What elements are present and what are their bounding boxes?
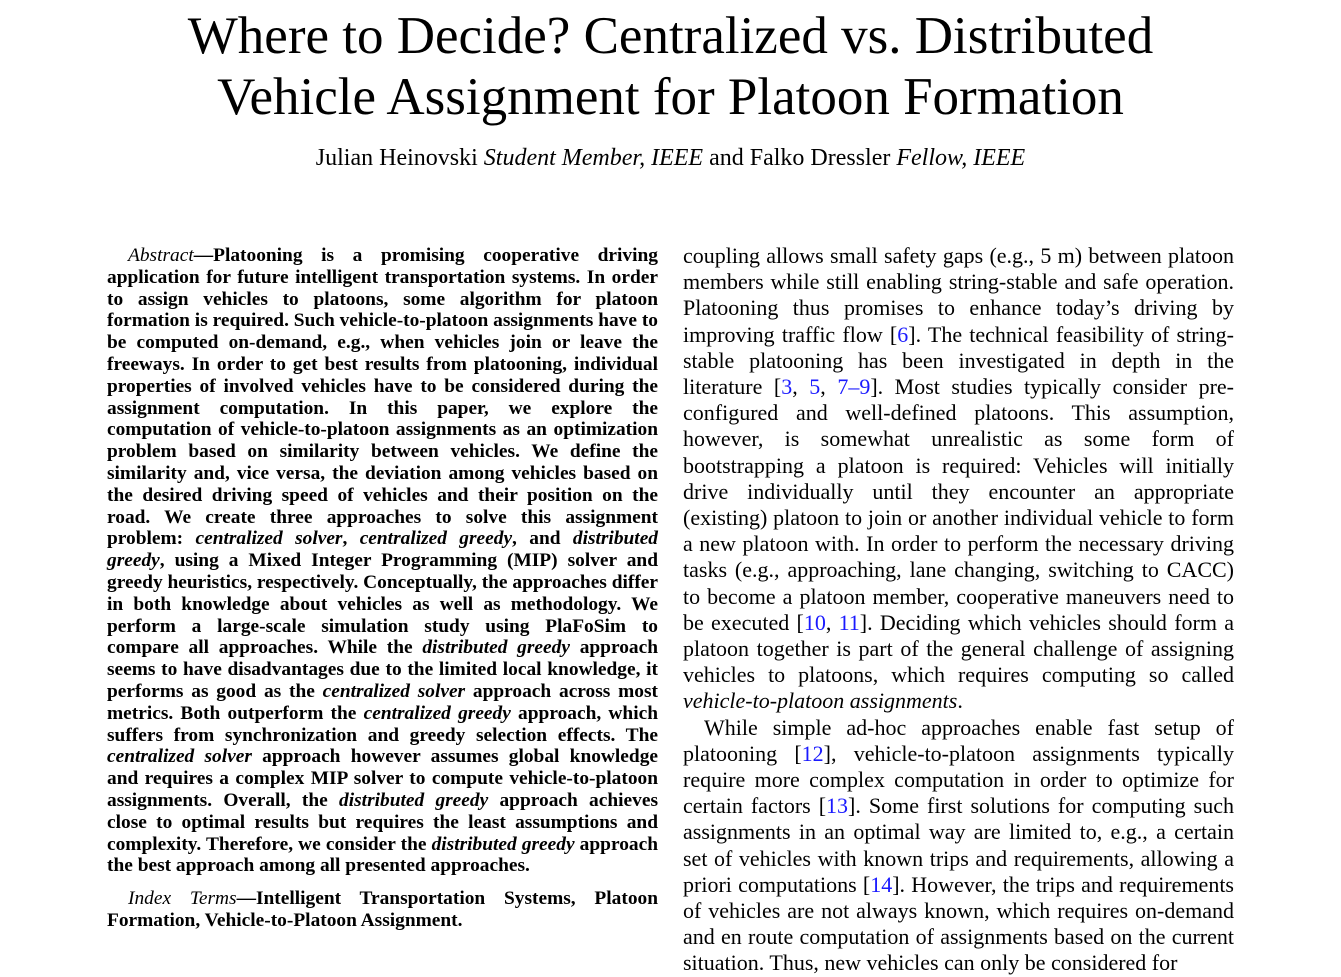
body-text: ]. The technical feasibility of string-stable platooning has been investigated in depth in the literature [ — [683, 321, 1234, 400]
citation-link[interactable]: 3 — [781, 374, 793, 400]
author-name-2: Falko Dressler — [749, 145, 891, 171]
author-name-1: Julian Heinovski — [315, 145, 478, 171]
body-text: , — [820, 374, 838, 400]
abstract-keyword: centralized greedy — [363, 702, 511, 724]
author-line — [0, 142, 1341, 174]
paper-title — [0, 6, 1341, 128]
citation-link[interactable]: 6 — [897, 321, 909, 347]
body-text: coupling allows small safety gaps (e.g., 5 m) between platoon members while still enabling string-stable and safe operation. Platooning thus promises to enhance today’s driving by improving traffic flow [ — [683, 243, 1234, 347]
abstract-keyword: centralized solver — [107, 746, 252, 768]
abstract — [107, 245, 658, 877]
body-text: ]. However, the trips and requirements of vehicles are not always known, which requires on-demand and en route computation of assignments based on the current situation. Thus, new vehicles can only be considered for — [683, 871, 1234, 976]
abstract-keyword: distributed greedy — [339, 789, 489, 811]
abstract-keyword: distributed greedy — [107, 528, 658, 572]
citation-link[interactable]: 12 — [801, 740, 824, 766]
abstract-label: Abstract — [128, 245, 194, 266]
author-role-2: Fellow, IEEE — [896, 145, 1026, 171]
citation-link[interactable]: 13 — [826, 793, 849, 819]
author-conjunction: and — [709, 145, 744, 171]
body-text: , — [825, 609, 839, 635]
left-column — [107, 245, 658, 932]
body-text: While simple ad-hoc approaches enable fast setup of platooning [ — [683, 714, 1234, 766]
index-terms-label: Index Terms — [128, 888, 237, 910]
citation-link[interactable]: 10 — [803, 609, 826, 635]
abstract-keyword: distributed greedy — [431, 833, 575, 855]
abstract-text: , and — [512, 528, 573, 550]
body-text: ]. Most studies typically consider pre-configured and well-defined platoons. This assumption, however, is somewhat unrealistic as some form of bootstrapping a platoon is required: Vehicles will initially drive individually until they encounter an appropriate (existing) platoon to join or another individual vehicle to form a new platoon with. In order to perform the necessary driving tasks (e.g., approaching, lane changing, switching to CACC) to become a platoon member, cooperative maneuvers need to be executed [ — [683, 374, 1235, 635]
abstract-keyword: centralized solver — [322, 680, 466, 702]
citation-link[interactable]: 7–9 — [837, 374, 871, 400]
index-terms-text: —Intelligent Transportation Systems, Platoon Formation, Vehicle-to-Platoon Assignment. — [107, 888, 658, 931]
emphasized-term: vehicle-to-platoon assignments — [683, 688, 958, 714]
abstract-text: approach the best approach among all presented approaches. — [107, 833, 658, 877]
body-text: , — [792, 374, 810, 400]
index-terms — [107, 888, 658, 932]
right-column — [683, 243, 1234, 977]
abstract-keyword: centralized solver — [195, 528, 343, 550]
citation-link[interactable]: 14 — [870, 871, 893, 897]
citation-link[interactable]: 11 — [838, 609, 860, 635]
body-text: ]. Some first solutions for computing such assignments in an optimal way are limited to, e.g., a certain set of vehicles with known trips and requirements, allowing a priori computations [ — [683, 793, 1234, 897]
citation-link[interactable]: 5 — [809, 374, 821, 400]
abstract-keyword: distributed greedy — [422, 637, 570, 659]
body-paragraph-2 — [683, 715, 1234, 977]
body-text: . — [957, 688, 963, 714]
title-line-1: Where to Decide? Centralized vs. Distributed — [187, 7, 1154, 65]
body-paragraph-1 — [683, 243, 1234, 715]
body-text: ], vehicle-to-platoon assignments typically require more complex computation in order to optimize for certain factors [ — [683, 740, 1234, 819]
abstract-text: —Platooning is a promising cooperative driving application for future intelligent transportation systems. In order to assign vehicles to platoons, some algorithm for platoon formation is required. Such vehicle-to-platoon assignments have to be computed on-demand, e.g., when vehicles join or leave the freeways. In order to get best results from platooning, individual properties of involved vehicles have to be considered during the assignment computation. In this paper, we explore the computation of vehicle-to-platoon assignments as an optimization problem based on similarity between vehicles. We define the similarity and, vice versa, the deviation among vehicles based on the desired driving speed of vehicles and their position on the road. We create three approaches to solve this assignment problem: — [107, 245, 658, 550]
abstract-keyword: centralized greedy — [359, 528, 513, 550]
abstract-text: approach achieves close to optimal results but requires the least assumptions and complexity. Therefore, we consider the — [107, 789, 658, 855]
body-text: ]. Deciding which vehicles should form a platoon together is part of the general challenge of assigning vehicles to platoons, which requires computing so called — [683, 609, 1234, 688]
abstract-text: , — [342, 528, 360, 550]
abstract-text: approach across most metrics. Both outperform the — [107, 680, 658, 724]
abstract-text: approach seems to have disadvantages due to the limited local knowledge, it performs as good as the — [107, 637, 658, 702]
abstract-text: approach, which suffers from synchronization and greedy selection effects. The — [107, 702, 658, 746]
abstract-text: approach however assumes global knowledge and requires a complex MIP solver to compute vehicle-to-platoon assignments. Overall, the — [107, 746, 659, 811]
author-role-1: Student Member, IEEE — [483, 145, 704, 171]
title-line-2: Vehicle Assignment for Platoon Formation — [217, 68, 1124, 126]
abstract-text: , using a Mixed Integer Programming (MIP) solver and greedy heuristics, respectively. Conceptually, the approaches differ in both knowledge about vehicles as well as methodology. We perform a large-scale simulation study using PlaFoSim to compare all approaches. While the — [107, 550, 658, 659]
